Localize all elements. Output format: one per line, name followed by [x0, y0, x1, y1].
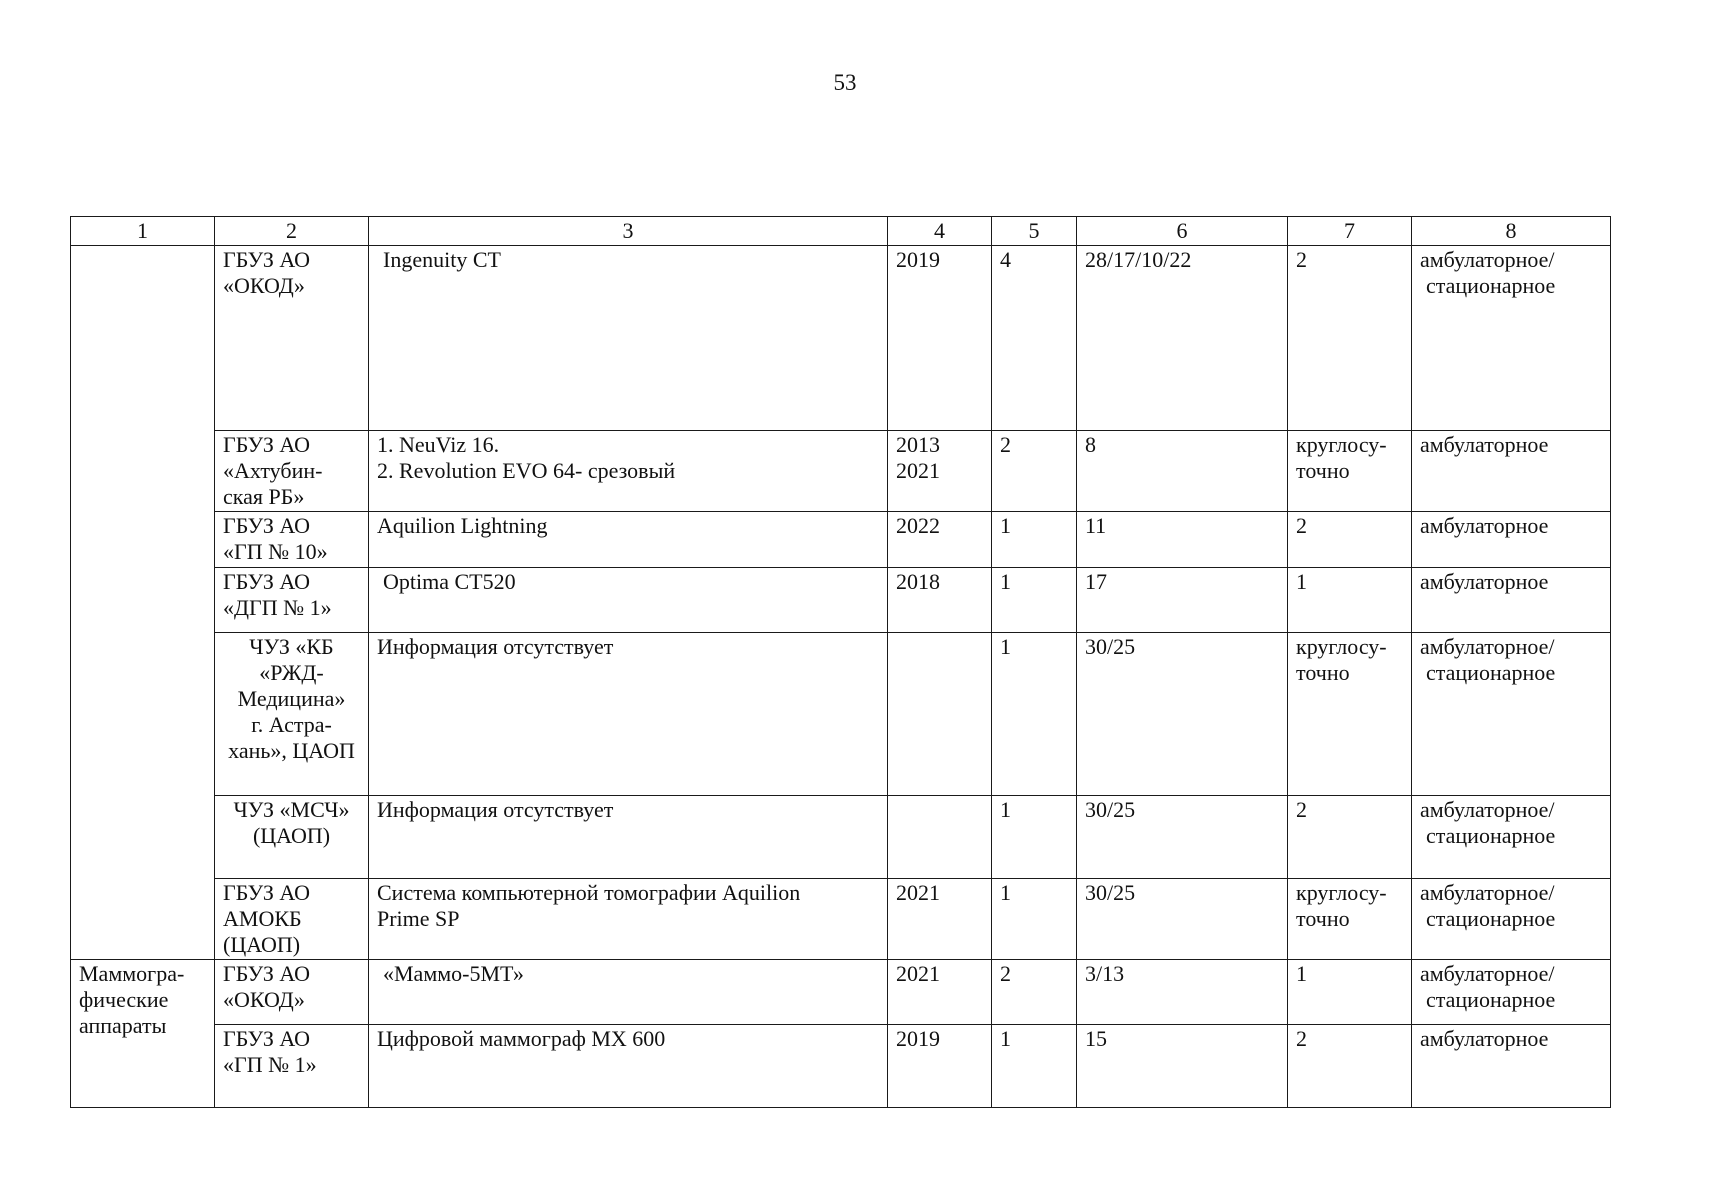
table-row	[71, 568, 1611, 633]
year-cell	[888, 431, 992, 512]
col-header-2: 2	[215, 217, 369, 246]
org-line: ГБУЗ АО	[223, 569, 311, 594]
org-cell	[215, 568, 369, 633]
org-line: ГБУЗ АО	[223, 880, 311, 905]
org-line: ская РБ»	[223, 484, 305, 509]
year-cell	[888, 633, 992, 796]
org-cell	[215, 512, 369, 568]
equipment-cell	[369, 633, 888, 796]
shifts-line: 2	[1296, 1026, 1307, 1051]
year-cell	[888, 960, 992, 1025]
count-cell: 2	[992, 960, 1077, 1025]
care-line: амбулаторное/	[1420, 634, 1555, 659]
load-cell: 15	[1077, 1025, 1288, 1108]
care-line: стационарное	[1426, 273, 1556, 298]
col-header-4: 4	[888, 217, 992, 246]
care-cell	[1412, 568, 1611, 633]
equipment-line: Цифровой маммограф MX 600	[377, 1026, 666, 1051]
equipment-line: Ingenuity CT	[383, 247, 501, 272]
care-cell	[1412, 512, 1611, 568]
count-cell: 1	[992, 796, 1077, 879]
year-line: 2021	[896, 458, 940, 483]
year-cell	[888, 879, 992, 960]
shifts-line: точно	[1296, 458, 1350, 483]
year-line: 2019	[896, 1026, 940, 1051]
count-cell: 1	[992, 633, 1077, 796]
care-cell	[1412, 633, 1611, 796]
shifts-line: круглосу-	[1296, 432, 1387, 457]
org-text: ГБУЗ АО	[223, 247, 311, 272]
shifts-line: точно	[1296, 906, 1350, 931]
shifts-line: 1	[1296, 961, 1307, 986]
org-line: «Ахтубин-	[223, 458, 323, 483]
equipment-cell	[369, 431, 888, 512]
org-line: ГБУЗ АО	[223, 961, 311, 986]
load-cell: 3/13	[1077, 960, 1288, 1025]
org-line: (ЦАОП)	[223, 932, 301, 957]
category-line: аппараты	[79, 1013, 167, 1038]
table-row	[71, 960, 1611, 1025]
org-line: ГБУЗ АО	[223, 432, 311, 457]
table-row	[71, 246, 1611, 431]
care-line: амбулаторное/	[1420, 797, 1555, 822]
care-line: амбулаторное	[1420, 569, 1549, 594]
shifts-line: круглосу-	[1296, 634, 1387, 659]
equipment-cell	[369, 796, 888, 879]
care-cell	[1412, 1025, 1611, 1108]
equipment-line: Optima CT520	[383, 569, 516, 594]
table-row	[71, 431, 1611, 512]
category-line: фические	[79, 987, 169, 1012]
shifts-cell	[1288, 1025, 1412, 1108]
category-cell-ct	[71, 246, 215, 960]
shifts-cell	[1288, 246, 1412, 431]
count-cell: 1	[992, 568, 1077, 633]
count-cell: 1	[992, 1025, 1077, 1108]
year-cell	[888, 512, 992, 568]
equipment-line: Prime SP	[377, 906, 460, 931]
equipment-line: Система компьютерной томографии Aquilion	[377, 880, 801, 905]
shifts-cell	[1288, 796, 1412, 879]
org-line: «ОКОД»	[223, 987, 305, 1012]
year-cell	[888, 1025, 992, 1108]
org-cell	[215, 796, 369, 879]
care-line: стационарное	[1426, 660, 1556, 685]
year-line: 2013	[896, 432, 940, 457]
shifts-line: 1	[1296, 569, 1307, 594]
year-line: 2021	[896, 880, 940, 905]
org-line: г. Астра-	[251, 712, 332, 737]
org-line: «ГП № 1»	[223, 1052, 317, 1077]
table-row	[71, 633, 1611, 796]
shifts-line: точно	[1296, 660, 1350, 685]
org-line: (ЦАОП)	[252, 823, 331, 848]
table-row	[71, 512, 1611, 568]
care-cell	[1412, 796, 1611, 879]
equipment-table	[70, 216, 1611, 1108]
shifts-cell	[1288, 568, 1412, 633]
care-cell	[1412, 879, 1611, 960]
header-row	[71, 217, 1611, 246]
org-cell	[215, 960, 369, 1025]
org-line	[223, 247, 360, 273]
equipment-cell	[369, 512, 888, 568]
care-line: амбулаторное	[1420, 513, 1549, 538]
org-line: ГБУЗ АО	[223, 1026, 311, 1051]
category-cell-mammography	[71, 960, 215, 1108]
equipment-cell	[369, 568, 888, 633]
shifts-cell	[1288, 431, 1412, 512]
care-line: амбулаторное/	[1420, 961, 1555, 986]
load-cell: 30/25	[1077, 796, 1288, 879]
year-line: 2019	[896, 247, 940, 272]
shifts-cell	[1288, 512, 1412, 568]
org-cell	[215, 633, 369, 796]
org-line: «ДГП № 1»	[223, 595, 332, 620]
count-cell: 2	[992, 431, 1077, 512]
org-cell	[215, 1025, 369, 1108]
load-cell: 8	[1077, 431, 1288, 512]
col-header-8: 8	[1412, 217, 1611, 246]
shifts-line: 2	[1296, 797, 1307, 822]
care-line: амбулаторное/	[1420, 247, 1555, 272]
equipment-line: «Маммо-5МТ»	[383, 961, 524, 986]
shifts-cell	[1288, 633, 1412, 796]
org-line: «ОКОД»	[223, 273, 305, 298]
org-line: «ГП № 10»	[223, 539, 328, 564]
count-cell: 1	[992, 512, 1077, 568]
load-cell: 11	[1077, 512, 1288, 568]
care-line: стационарное	[1426, 823, 1556, 848]
table-row	[71, 796, 1611, 879]
care-cell	[1412, 431, 1611, 512]
care-line: амбулаторное/	[1420, 880, 1555, 905]
count-cell: 4	[992, 246, 1077, 431]
year-cell	[888, 568, 992, 633]
org-line: ГБУЗ АО	[223, 513, 311, 538]
equipment-cell	[369, 1025, 888, 1108]
category-line: Маммогра-	[79, 961, 185, 986]
table-row	[71, 879, 1611, 960]
col-header-3: 3	[369, 217, 888, 246]
col-header-6: 6	[1077, 217, 1288, 246]
care-cell	[1412, 246, 1611, 431]
care-line: амбулаторное	[1420, 1026, 1549, 1051]
page-number: 53	[833, 70, 857, 95]
load-cell: 30/25	[1077, 633, 1288, 796]
load-cell: 30/25	[1077, 879, 1288, 960]
org-cell	[215, 879, 369, 960]
year-cell	[888, 796, 992, 879]
load-cell: 28/17/10/22	[1077, 246, 1288, 431]
org-line: «РЖД-	[259, 660, 324, 685]
care-line: стационарное	[1426, 987, 1556, 1012]
shifts-line: 2	[1296, 513, 1307, 538]
org-line: хань», ЦАОП	[228, 738, 355, 763]
count-cell: 1	[992, 879, 1077, 960]
col-header-5: 5	[992, 217, 1077, 246]
equipment-line: 2. Revolution EVO 64- срезовый	[377, 458, 676, 483]
table-row	[71, 1025, 1611, 1108]
col-header-1: 1	[71, 217, 215, 246]
equipment-cell	[369, 246, 888, 431]
equipment-line: Информация отсутствует	[377, 634, 614, 659]
year-line: 2021	[896, 961, 940, 986]
shifts-line: 2	[1296, 247, 1307, 272]
shifts-line: круглосу-	[1296, 880, 1387, 905]
equipment-cell	[369, 879, 888, 960]
care-line: стационарное	[1426, 906, 1556, 931]
equipment-line: 1. NeuViz 16.	[377, 432, 500, 457]
equipment-line: Aquilion Lightning	[377, 513, 548, 538]
org-line: ЧУЗ «КБ	[249, 634, 334, 659]
org-cell	[215, 431, 369, 512]
year-cell	[888, 246, 992, 431]
year-line: 2018	[896, 569, 940, 594]
care-line: амбулаторное	[1420, 432, 1549, 457]
org-line: ЧУЗ «МСЧ»	[233, 797, 350, 822]
org-cell	[215, 246, 369, 431]
load-cell: 17	[1077, 568, 1288, 633]
care-cell	[1412, 960, 1611, 1025]
org-line: Медицина»	[237, 686, 346, 711]
equipment-line: Информация отсутствует	[377, 797, 614, 822]
shifts-cell	[1288, 879, 1412, 960]
col-header-7: 7	[1288, 217, 1412, 246]
shifts-cell	[1288, 960, 1412, 1025]
equipment-cell	[369, 960, 888, 1025]
year-line: 2022	[896, 513, 940, 538]
org-line: АМОКБ	[223, 906, 302, 931]
